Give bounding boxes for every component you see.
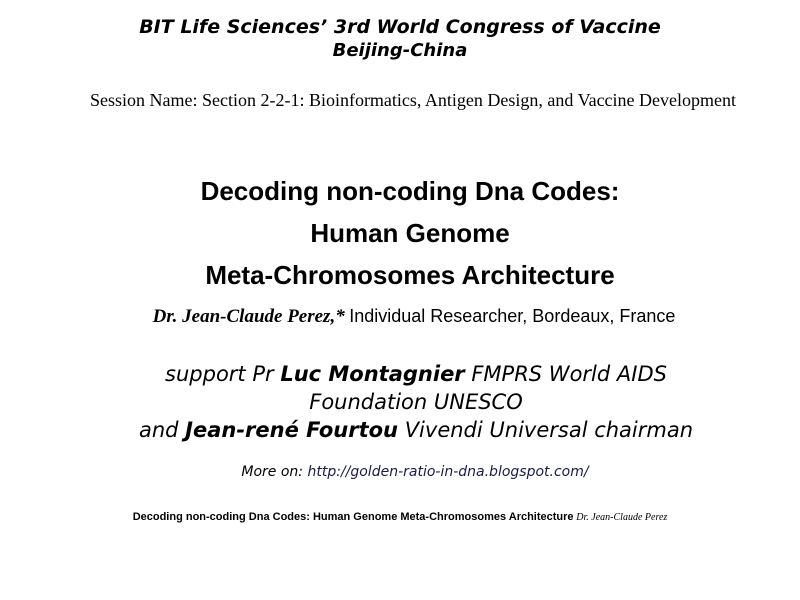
talk-title-line-3: Meta-Chromosomes Architecture <box>205 260 615 290</box>
more-info-label: More on: <box>241 464 308 480</box>
support-line-1-suffix: FMPRS World AIDS <box>464 362 667 386</box>
support-line-1 <box>0 360 800 388</box>
blog-link[interactable]: http://golden-ratio-in-dna.blogspot.com/ <box>307 464 589 480</box>
session-name: Session Name: Section 2-2-1: Bioinformatics, Antigen Design, and Vaccine Development <box>89 90 737 110</box>
support-line-3-suffix: Vivendi Universal chairman <box>398 418 694 442</box>
support-line-3-prefix: and <box>138 418 186 442</box>
author-line <box>0 304 800 329</box>
support-block <box>0 360 800 444</box>
talk-title-line-2: Human Genome <box>310 218 510 248</box>
author-name: Dr. Jean-Claude Perez,* <box>152 306 345 327</box>
talk-title <box>0 170 800 296</box>
more-info <box>0 462 800 482</box>
support-line-1-prefix: support Pr <box>165 362 281 386</box>
support-name-montagnier: Luc Montagnier <box>280 362 465 386</box>
author-affiliation: Individual Researcher, Bordeaux, France <box>349 306 676 326</box>
conference-location: Beijing-China <box>332 40 468 61</box>
conference-title: BIT Life Sciences’ 3rd World Congress of Vaccine <box>139 16 661 38</box>
support-name-fourtou: Jean-rené Fourtou <box>185 418 399 442</box>
footer-author: Dr. Jean-Claude Perez <box>576 512 668 523</box>
footer-title: Decoding non-coding Dna Codes: Human Genome Meta-Chromosomes Architecture <box>132 511 574 523</box>
talk-title-line-1: Decoding non-coding Dna Codes: <box>200 176 620 206</box>
support-line-3 <box>0 416 800 444</box>
footer <box>0 509 800 526</box>
support-line-2: Foundation UNESCO <box>309 390 523 414</box>
